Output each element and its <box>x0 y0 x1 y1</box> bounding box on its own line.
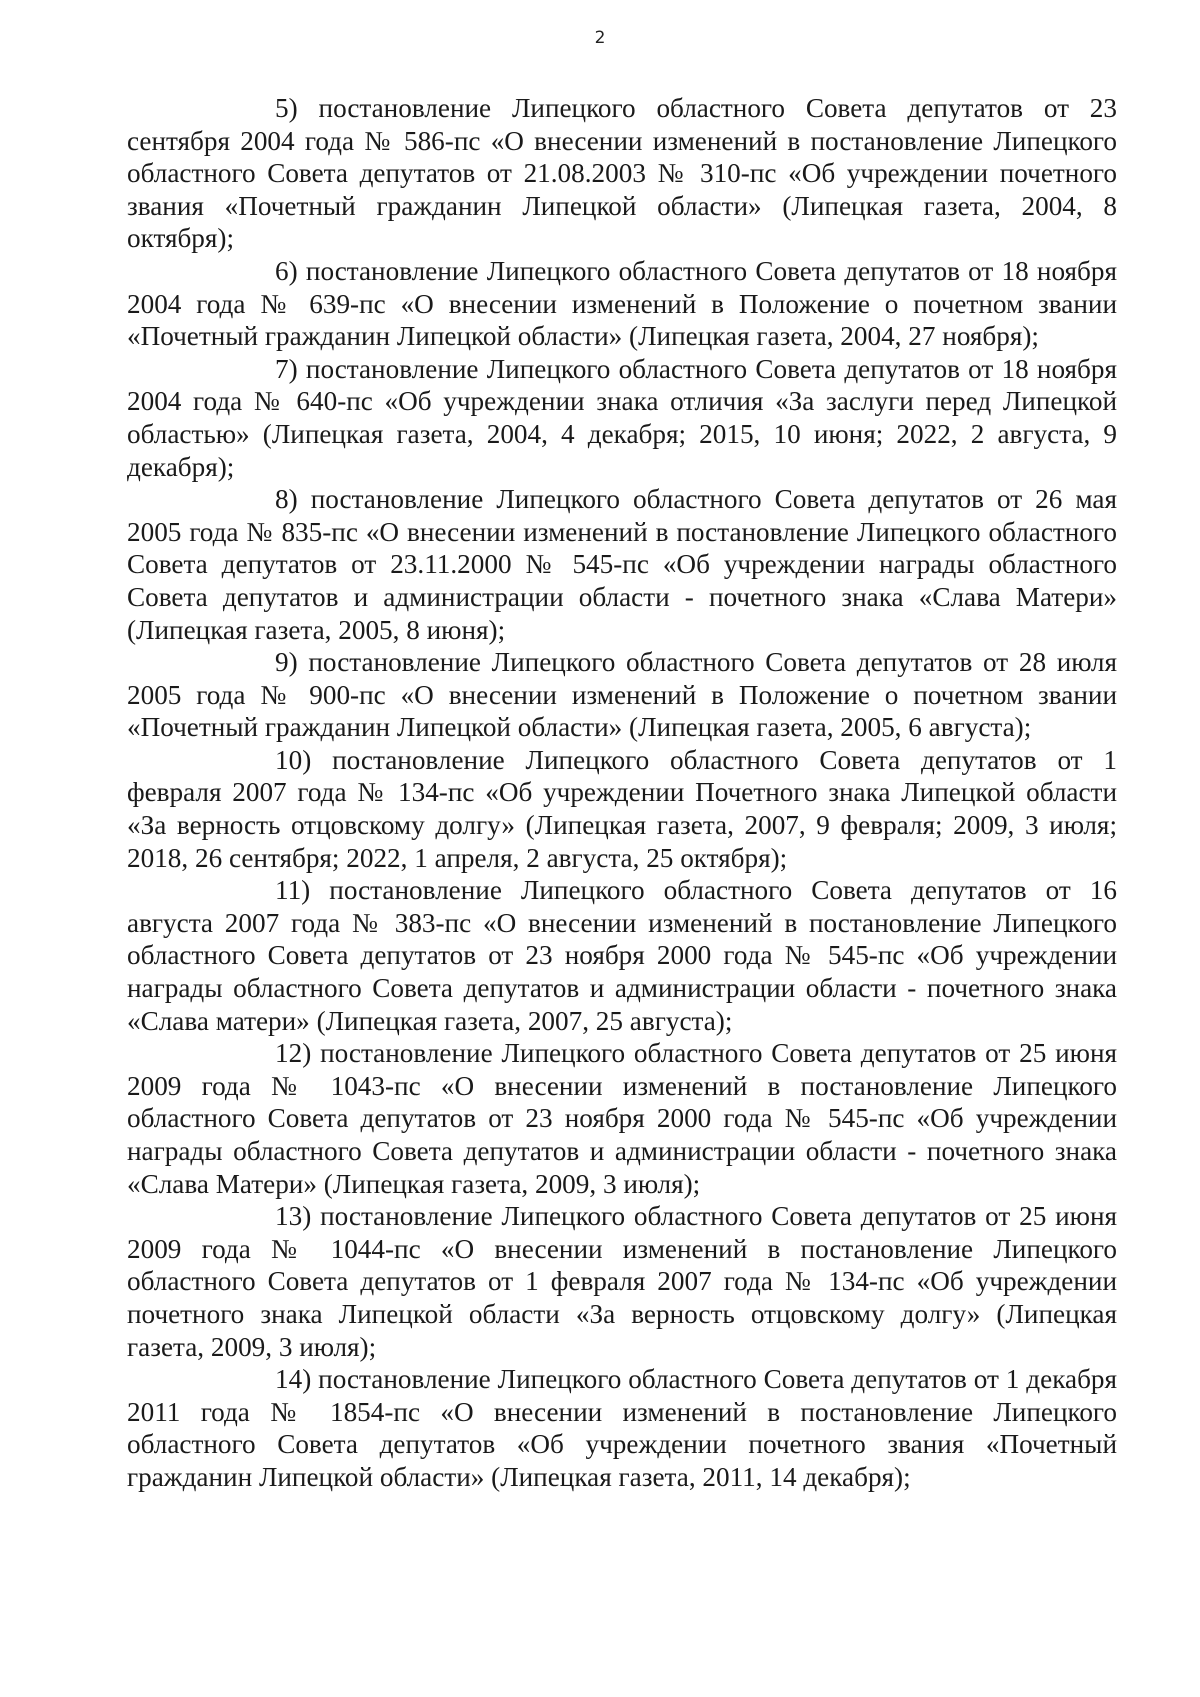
list-item <box>127 874 1117 1037</box>
list-item <box>127 353 1117 483</box>
document-body <box>127 92 1117 1494</box>
list-item <box>127 92 1117 255</box>
item-text: постановление Липецкого областного Совета депутатов от 16 августа 2007 года № 383-пс «О внесении изменений в постановление Липецкого областного Совета депутатов от 23 ноября 2000 года № 545-пс «Об учреждении награды областного Совета депутатов и администрации области - почетного знака «Слава матери» (Липецкая газета, 2007, 25 августа); <box>127 875 1117 1036</box>
list-item <box>127 744 1117 874</box>
item-text: постановление Липецкого областного Совета депутатов от 25 июня 2009 года № 1044-пс «О внесении изменений в постановление Липецкого областного Совета депутатов от 1 февраля 2007 года № 134-пс «Об учреждении почетного знака Липецкой области «За верность отцовскому долгу» (Липецкая газета, 2009, 3 июля); <box>127 1201 1118 1362</box>
item-text: постановление Липецкого областного Совета депутатов от 25 июня 2009 года № 1043-пс «О внесении изменений в постановление Липецкого областного Совета депутатов от 23 ноября 2000 года № 545-пс «Об учреждении награды областного Совета депутатов и администрации области - почетного знака «Слава Матери» (Липецкая газета, 2009, 3 июля); <box>127 1038 1118 1199</box>
item-number: 8) <box>275 484 298 515</box>
list-item <box>127 255 1117 353</box>
item-number: 13) <box>275 1201 312 1232</box>
item-number: 7) <box>275 353 298 384</box>
item-text: постановление Липецкого областного Совета депутатов от 18 ноября 2004 года № 639-пс «О внесении изменений в Положение о почетном звании «Почетный гражданин Липецкой области» (Липецкая газета, 2004, 27 ноября); <box>127 255 1117 352</box>
list-item <box>127 483 1117 646</box>
list-item <box>127 1200 1117 1363</box>
item-text: постановление Липецкого областного Совета депутатов от 18 ноября 2004 года № 640-пс «Об учреждении знака отличия «За заслуги перед Липецкой областью» (Липецкая газета, 2004, 4 декабря; 2015, 10 июня; 2022, 2 августа, 9 декабря); <box>127 353 1117 482</box>
item-number: 11) <box>275 875 311 906</box>
item-number: 10) <box>275 744 312 775</box>
list-item <box>127 1363 1117 1493</box>
list-item <box>127 646 1117 744</box>
item-text: постановление Липецкого областного Совета депутатов от 1 февраля 2007 года № 134-пс «Об учреждении Почетного знака Липецкой области «За верность отцовскому долгу» (Липецкая газета, 2007, 9 февраля; 2009, 3 июля; 2018, 26 сентября; 2022, 1 апреля, 2 августа, 25 октября); <box>127 744 1117 873</box>
item-number: 14) <box>275 1364 312 1395</box>
item-number: 5) <box>275 93 298 123</box>
item-text: постановление Липецкого областного Совета депутатов от 28 июля 2005 года № 900-пс «О внесении изменений в Положение о почетном звании «Почетный гражданин Липецкой области» (Липецкая газета, 2005, 6 августа); <box>127 647 1118 743</box>
item-number: 6) <box>275 255 298 286</box>
item-number: 9) <box>275 647 298 678</box>
item-text: постановление Липецкого областного Совета депутатов от 26 мая 2005 года № 835-пс «О внесении изменений в постановление Липецкого областного Совета депутатов от 23.11.2000 № 545-пс «Об учреждении награды областного Совета депутатов и администрации области - почетного знака «Слава Матери» (Липецкая газета, 2005, 8 июня); <box>127 484 1118 645</box>
item-number: 12) <box>275 1038 312 1069</box>
item-text: постановление Липецкого областного Совета депутатов от 1 декабря 2011 года № 1854-пс «О внесении изменений в постановление Липецкого областного Совета депутатов «Об учреждении почетного звания «Почетный гражданин Липецкой области» (Липецкая газета, 2011, 14 декабря); <box>127 1364 1117 1492</box>
list-item <box>127 1037 1117 1200</box>
page-number: 2 <box>594 28 606 48</box>
item-text: постановление Липецкого областного Совета депутатов от 23 сентября 2004 года № 586-пс «О внесении изменений в постановление Липецкого областного Совета депутатов от 21.08.2003 № 310-пс «Об учреждении почетного звания «Почетный гражданин Липецкой области» (Липецкая газета, 2004, 8 октября); <box>127 93 1117 254</box>
